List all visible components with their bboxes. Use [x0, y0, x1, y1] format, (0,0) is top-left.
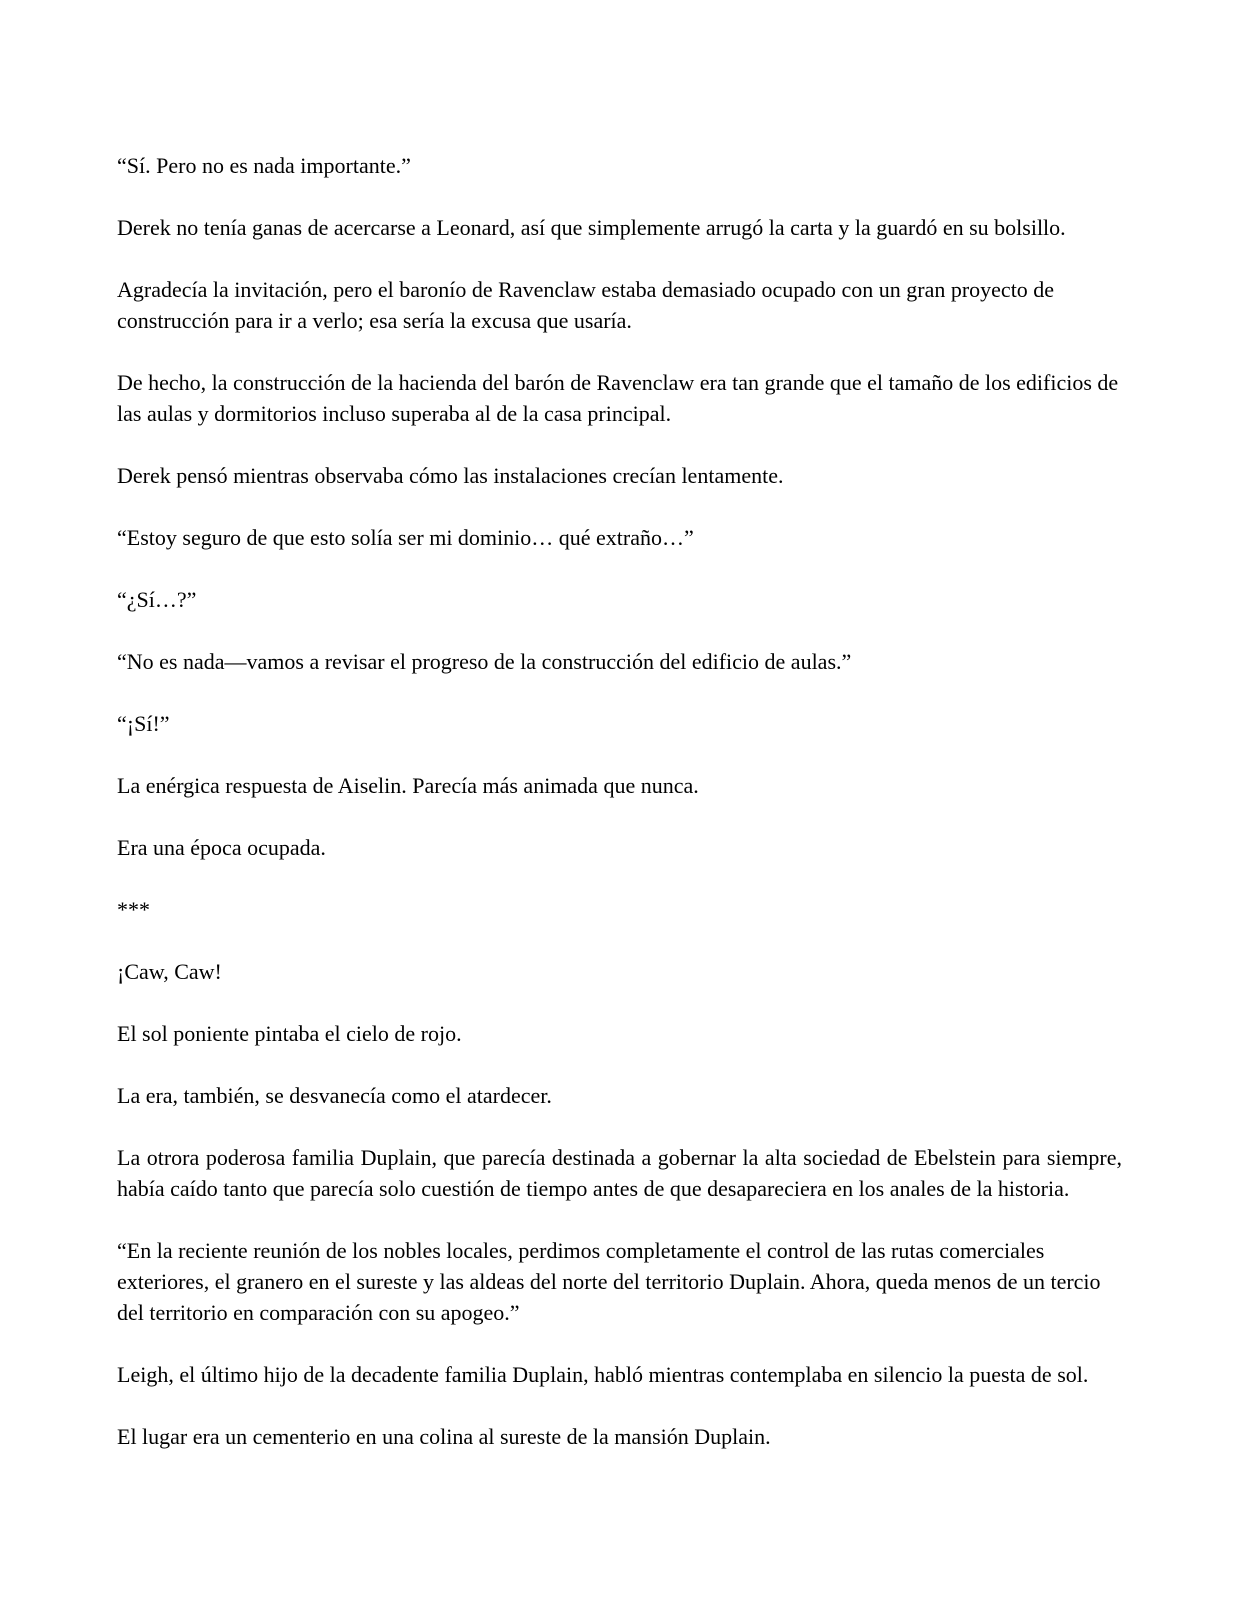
- paragraph: Agradecía la invitación, pero el baronío de Ravenclaw estaba demasiado ocupado con un gran proyecto de construcción para ir a verlo; esa sería la excusa que usaría.: [117, 277, 1055, 333]
- paragraph: El sol poniente pintaba el cielo de rojo.: [117, 1021, 462, 1046]
- paragraph: La enérgica respuesta de Aiselin. Parecía más animada que nunca.: [117, 773, 699, 798]
- paragraph: La otrora poderosa familia Duplain, que parecía destinada a gobernar la alta sociedad de Ebelstein para siempre, había caído tanto que parecía solo cuestión de tiempo antes de que desapareciera en los anales de la historia.: [117, 1145, 1122, 1201]
- paragraph: Derek no tenía ganas de acercarse a Leonard, así que simplemente arrugó la carta y la guardó en su bolsillo.: [117, 215, 1066, 240]
- paragraph: “Estoy seguro de que esto solía ser mi dominio… qué extraño…”: [117, 525, 694, 550]
- paragraph: ¡Caw, Caw!: [117, 959, 222, 984]
- paragraph: La era, también, se desvanecía como el atardecer.: [117, 1083, 552, 1108]
- paragraph: “No es nada—vamos a revisar el progreso de la construcción del edificio de aulas.”: [117, 649, 852, 674]
- paragraph: Era una época ocupada.: [117, 835, 326, 860]
- paragraph: De hecho, la construcción de la hacienda del barón de Ravenclaw era tan grande que el tamaño de los edificios de las aulas y dormitorios incluso superaba al de la casa principal.: [117, 370, 1119, 426]
- document-body: [117, 150, 1122, 1483]
- paragraph: Derek pensó mientras observaba cómo las instalaciones crecían lentamente.: [117, 463, 784, 488]
- paragraph: “Sí. Pero no es nada importante.”: [117, 153, 411, 178]
- paragraph: “¡Sí!”: [117, 711, 170, 736]
- paragraph: “En la reciente reunión de los nobles locales, perdimos completamente el control de las rutas comerciales exteriores, el granero en el sureste y las aldeas del norte del territorio Duplain. Ahora, queda menos de un tercio del territorio en comparación con su apogeo.”: [117, 1238, 1101, 1325]
- paragraph: “¿Sí…?”: [117, 587, 197, 612]
- paragraph: Leigh, el último hijo de la decadente familia Duplain, habló mientras contemplaba en silencio la puesta de sol.: [117, 1362, 1089, 1387]
- paragraph: El lugar era un cementerio en una colina al sureste de la mansión Duplain.: [117, 1424, 771, 1449]
- scene-break: ***: [117, 897, 150, 922]
